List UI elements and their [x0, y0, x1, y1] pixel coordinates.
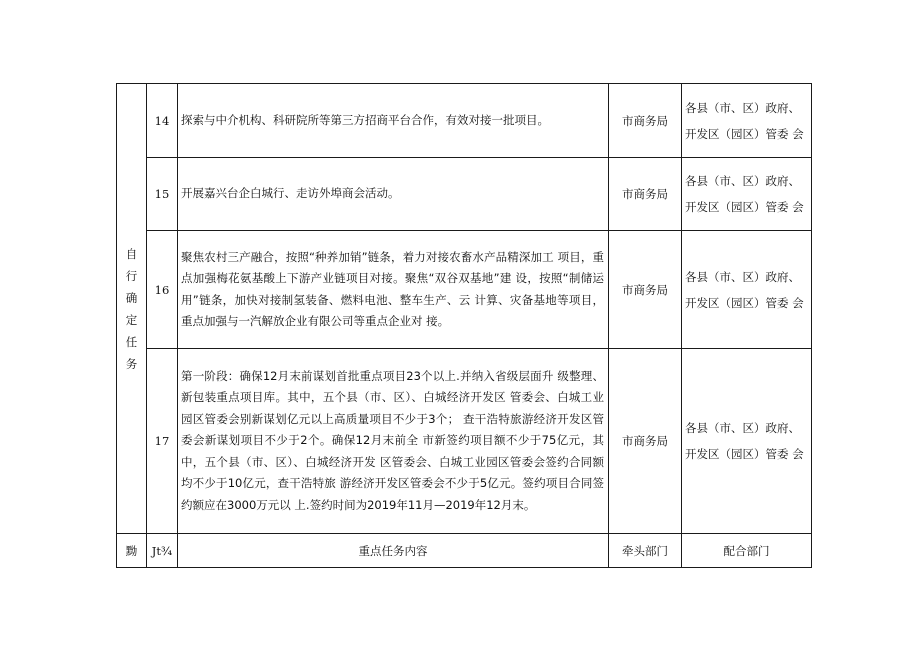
cooperating-departments	[682, 84, 812, 158]
coop-line-1: 各县（市、区）政府、	[685, 269, 800, 284]
header-content: 重点任务内容	[178, 534, 609, 568]
header-lead: 牵头部门	[609, 534, 682, 568]
coop-line-1: 各县（市、区）政府、	[685, 100, 800, 115]
cooperating-departments	[682, 158, 812, 231]
coop-line-2: 开发区（园区）管委 会	[685, 200, 804, 214]
coop-line-2: 开发区（园区）管委 会	[685, 295, 804, 310]
coop-line-2: 开发区（园区）管委 会	[685, 447, 804, 461]
header-category: 黝	[117, 534, 147, 568]
table-row	[117, 84, 812, 158]
coop-line-2: 开发区（园区）管委 会	[685, 126, 804, 141]
category-label: 自行确定任务	[125, 246, 138, 371]
lead-department: 市商务局	[609, 158, 682, 231]
coop-line-1: 各县（市、区）政府、	[685, 174, 800, 188]
row-number: 16	[147, 231, 178, 349]
coop-line-1: 各县（市、区）政府、	[685, 421, 800, 435]
task-content: 开展嘉兴台企白城行、走访外埠商会活动。	[178, 158, 609, 231]
row-number: 17	[147, 349, 178, 534]
header-number: Jt¾	[147, 534, 178, 568]
task-content: 聚焦农村三产融合，按照“种养加销”链条，着力对接农畜水产品精深加工 项目，重点加强梅花氨基酸上下游产业链项目对接。聚焦“双谷双基地”建 设，按照“制储运用”链条，加快对接制氢装备、燃料电池、整车生产、云 计算、灾备基地等项目，重点加强与一汽解放企业有限公司等重点企业对 接。	[178, 231, 609, 349]
row-number: 14	[147, 84, 178, 158]
header-coop: 配合部门	[682, 534, 812, 568]
table-row	[117, 349, 812, 534]
table-row	[117, 158, 812, 231]
lead-department: 市商务局	[609, 231, 682, 349]
row-number: 15	[147, 158, 178, 231]
category-cell	[117, 84, 147, 534]
cooperating-departments	[682, 349, 812, 534]
lead-department: 市商务局	[609, 349, 682, 534]
task-content: 第一阶段：确保12月末前谋划首批重点项目23个以上.并纳入省级层面升 级整理、新包装重点项目库。其中，五个县（市、区）、白城经济开发区 管委会、白城工业园区管委会别新谋划亿元以上高质量项目不少于3个； 查干浩特旅游经济开发区管委会新谋划项目不少于2个。确保12月末前全 市新签约项目额不少于75亿元，其中，五个县（市、区）、白城经济开发 区管委会、白城工业园区管委会签约合同额均不少于10亿元，查干浩特旅 游经济开发区管委会不少于5亿元。签约项目合同签约额应在3000万元以 上.签约时间为2019年11月—2019年12月末。	[178, 349, 609, 534]
table-row	[117, 231, 812, 349]
header-row	[117, 534, 812, 568]
cooperating-departments	[682, 231, 812, 349]
lead-department: 市商务局	[609, 84, 682, 158]
task-table	[116, 83, 812, 568]
task-content: 探索与中介机构、科研院所等第三方招商平台合作，有效对接一批项目。	[178, 84, 609, 158]
